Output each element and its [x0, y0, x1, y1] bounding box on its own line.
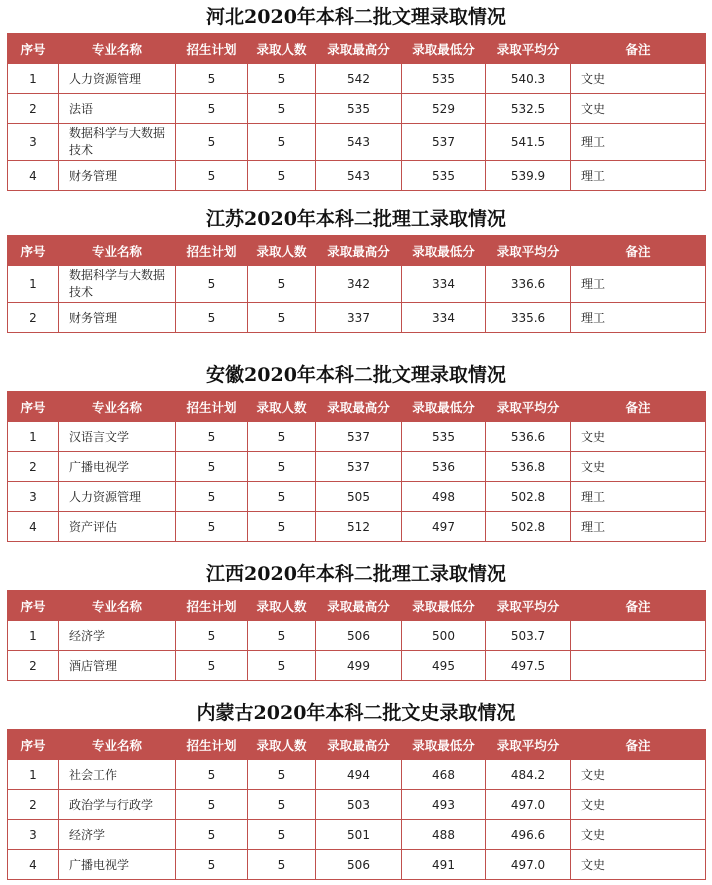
major-name-cell: 数据科学与大数据技术 — [59, 124, 176, 161]
enrollment-plan-cell: 5 — [176, 621, 248, 651]
note-cell: 文史 — [571, 790, 706, 820]
note-cell: 理工 — [571, 303, 706, 333]
max-score-cell: 342 — [316, 266, 402, 303]
max-score-cell: 505 — [316, 482, 402, 512]
admitted-count-cell: 5 — [248, 651, 316, 681]
row-number-cell: 2 — [8, 790, 59, 820]
column-header: 序号 — [8, 591, 59, 621]
max-score-cell: 542 — [316, 64, 402, 94]
max-score-cell: 535 — [316, 94, 402, 124]
admitted-count-cell: 5 — [248, 124, 316, 161]
min-score-cell: 493 — [402, 790, 486, 820]
column-header: 录取人数 — [248, 591, 316, 621]
admission-table — [7, 590, 706, 681]
table-header-row — [8, 392, 706, 422]
enrollment-plan-cell: 5 — [176, 651, 248, 681]
column-header: 专业名称 — [59, 236, 176, 266]
column-header: 备注 — [571, 34, 706, 64]
max-score-cell: 512 — [316, 512, 402, 542]
table-row — [8, 64, 706, 94]
column-header: 录取最低分 — [402, 392, 486, 422]
admission-table — [7, 729, 706, 880]
major-name-cell: 资产评估 — [59, 512, 176, 542]
table-row — [8, 760, 706, 790]
table-header-row — [8, 236, 706, 266]
note-cell: 理工 — [571, 266, 706, 303]
column-header: 招生计划 — [176, 392, 248, 422]
admitted-count-cell: 5 — [248, 760, 316, 790]
column-header: 录取最低分 — [402, 236, 486, 266]
max-score-cell: 543 — [316, 124, 402, 161]
column-header: 录取最低分 — [402, 34, 486, 64]
avg-score-cell: 539.9 — [486, 161, 571, 191]
row-number-cell: 1 — [8, 266, 59, 303]
column-header: 序号 — [8, 730, 59, 760]
max-score-cell: 337 — [316, 303, 402, 333]
min-score-cell: 500 — [402, 621, 486, 651]
enrollment-plan-cell: 5 — [176, 452, 248, 482]
min-score-cell: 537 — [402, 124, 486, 161]
column-header: 录取平均分 — [486, 34, 571, 64]
column-header: 序号 — [8, 392, 59, 422]
min-score-cell: 495 — [402, 651, 486, 681]
major-name-cell: 汉语言文学 — [59, 422, 176, 452]
enrollment-plan-cell: 5 — [176, 482, 248, 512]
row-number-cell: 2 — [8, 303, 59, 333]
enrollment-plan-cell: 5 — [176, 512, 248, 542]
section-title: 江西2020年本科二批理工录取情况 — [206, 563, 506, 585]
admission-table — [7, 235, 706, 333]
avg-score-cell: 540.3 — [486, 64, 571, 94]
note-cell: 文史 — [571, 820, 706, 850]
column-header: 序号 — [8, 34, 59, 64]
row-number-cell: 1 — [8, 621, 59, 651]
major-name-cell: 广播电视学 — [59, 850, 176, 880]
row-number-cell: 3 — [8, 820, 59, 850]
table-row — [8, 161, 706, 191]
table-row — [8, 452, 706, 482]
column-header: 录取人数 — [248, 730, 316, 760]
column-header: 专业名称 — [59, 591, 176, 621]
column-header: 招生计划 — [176, 236, 248, 266]
column-header: 录取平均分 — [486, 236, 571, 266]
admitted-count-cell: 5 — [248, 512, 316, 542]
row-number-cell: 2 — [8, 94, 59, 124]
row-number-cell: 1 — [8, 422, 59, 452]
table-row — [8, 512, 706, 542]
major-name-cell: 财务管理 — [59, 303, 176, 333]
column-header: 招生计划 — [176, 730, 248, 760]
avg-score-cell: 536.6 — [486, 422, 571, 452]
avg-score-cell: 536.8 — [486, 452, 571, 482]
table-row — [8, 820, 706, 850]
avg-score-cell: 541.5 — [486, 124, 571, 161]
min-score-cell: 468 — [402, 760, 486, 790]
section-title: 内蒙古2020年本科二批文史录取情况 — [196, 702, 516, 724]
max-score-cell: 506 — [316, 621, 402, 651]
admission-table — [7, 391, 706, 542]
note-cell: 理工 — [571, 512, 706, 542]
avg-score-cell: 502.8 — [486, 512, 571, 542]
row-number-cell: 4 — [8, 161, 59, 191]
max-score-cell: 537 — [316, 422, 402, 452]
table-row — [8, 94, 706, 124]
avg-score-cell: 496.6 — [486, 820, 571, 850]
enrollment-plan-cell: 5 — [176, 303, 248, 333]
section-title: 河北2020年本科二批文理录取情况 — [206, 6, 506, 28]
row-number-cell: 1 — [8, 760, 59, 790]
major-name-cell: 广播电视学 — [59, 452, 176, 482]
avg-score-cell: 497.5 — [486, 651, 571, 681]
admitted-count-cell: 5 — [248, 64, 316, 94]
note-cell: 理工 — [571, 124, 706, 161]
admitted-count-cell: 5 — [248, 161, 316, 191]
table-header-row — [8, 730, 706, 760]
major-name-cell: 经济学 — [59, 820, 176, 850]
max-score-cell: 543 — [316, 161, 402, 191]
enrollment-plan-cell: 5 — [176, 94, 248, 124]
column-header: 备注 — [571, 392, 706, 422]
avg-score-cell: 497.0 — [486, 790, 571, 820]
column-header: 专业名称 — [59, 34, 176, 64]
enrollment-plan-cell: 5 — [176, 161, 248, 191]
note-cell — [571, 651, 706, 681]
table-header-row — [8, 34, 706, 64]
enrollment-plan-cell: 5 — [176, 850, 248, 880]
admitted-count-cell: 5 — [248, 621, 316, 651]
min-score-cell: 334 — [402, 303, 486, 333]
row-number-cell: 2 — [8, 651, 59, 681]
enrollment-plan-cell: 5 — [176, 760, 248, 790]
admitted-count-cell: 5 — [248, 94, 316, 124]
avg-score-cell: 497.0 — [486, 850, 571, 880]
enrollment-plan-cell: 5 — [176, 64, 248, 94]
column-header: 录取最高分 — [316, 34, 402, 64]
column-header: 招生计划 — [176, 591, 248, 621]
admitted-count-cell: 5 — [248, 266, 316, 303]
admitted-count-cell: 5 — [248, 820, 316, 850]
column-header: 专业名称 — [59, 730, 176, 760]
table-row — [8, 850, 706, 880]
column-header: 录取最高分 — [316, 591, 402, 621]
column-header: 录取平均分 — [486, 591, 571, 621]
note-cell: 理工 — [571, 161, 706, 191]
row-number-cell: 1 — [8, 64, 59, 94]
major-name-cell: 人力资源管理 — [59, 64, 176, 94]
major-name-cell: 财务管理 — [59, 161, 176, 191]
admitted-count-cell: 5 — [248, 452, 316, 482]
note-cell: 文史 — [571, 452, 706, 482]
column-header: 录取最低分 — [402, 591, 486, 621]
max-score-cell: 499 — [316, 651, 402, 681]
max-score-cell: 537 — [316, 452, 402, 482]
enrollment-plan-cell: 5 — [176, 124, 248, 161]
max-score-cell: 501 — [316, 820, 402, 850]
column-header: 录取最高分 — [316, 730, 402, 760]
major-name-cell: 酒店管理 — [59, 651, 176, 681]
column-header: 录取人数 — [248, 34, 316, 64]
admitted-count-cell: 5 — [248, 850, 316, 880]
column-header: 录取平均分 — [486, 392, 571, 422]
table-row — [8, 621, 706, 651]
min-score-cell: 529 — [402, 94, 486, 124]
column-header: 备注 — [571, 236, 706, 266]
major-name-cell: 政治学与行政学 — [59, 790, 176, 820]
row-number-cell: 4 — [8, 850, 59, 880]
admitted-count-cell: 5 — [248, 482, 316, 512]
avg-score-cell: 503.7 — [486, 621, 571, 651]
table-row — [8, 790, 706, 820]
enrollment-plan-cell: 5 — [176, 790, 248, 820]
min-score-cell: 497 — [402, 512, 486, 542]
admitted-count-cell: 5 — [248, 790, 316, 820]
min-score-cell: 535 — [402, 422, 486, 452]
admitted-count-cell: 5 — [248, 422, 316, 452]
avg-score-cell: 484.2 — [486, 760, 571, 790]
major-name-cell: 数据科学与大数据技术 — [59, 266, 176, 303]
min-score-cell: 498 — [402, 482, 486, 512]
enrollment-plan-cell: 5 — [176, 820, 248, 850]
column-header: 招生计划 — [176, 34, 248, 64]
section-title: 江苏2020年本科二批理工录取情况 — [206, 208, 506, 230]
column-header: 备注 — [571, 591, 706, 621]
column-header: 录取最高分 — [316, 236, 402, 266]
section-title: 安徽2020年本科二批文理录取情况 — [206, 364, 506, 386]
avg-score-cell: 532.5 — [486, 94, 571, 124]
major-name-cell: 人力资源管理 — [59, 482, 176, 512]
enrollment-plan-cell: 5 — [176, 266, 248, 303]
column-header: 录取人数 — [248, 236, 316, 266]
row-number-cell: 2 — [8, 452, 59, 482]
min-score-cell: 535 — [402, 161, 486, 191]
column-header: 备注 — [571, 730, 706, 760]
min-score-cell: 488 — [402, 820, 486, 850]
note-cell — [571, 621, 706, 651]
note-cell: 文史 — [571, 94, 706, 124]
avg-score-cell: 336.6 — [486, 266, 571, 303]
note-cell: 文史 — [571, 850, 706, 880]
column-header: 专业名称 — [59, 392, 176, 422]
table-header-row — [8, 591, 706, 621]
note-cell: 文史 — [571, 760, 706, 790]
row-number-cell: 3 — [8, 482, 59, 512]
column-header: 序号 — [8, 236, 59, 266]
table-row — [8, 124, 706, 161]
major-name-cell: 经济学 — [59, 621, 176, 651]
row-number-cell: 3 — [8, 124, 59, 161]
table-row — [8, 422, 706, 452]
min-score-cell: 491 — [402, 850, 486, 880]
table-row — [8, 651, 706, 681]
max-score-cell: 494 — [316, 760, 402, 790]
table-row — [8, 303, 706, 333]
max-score-cell: 506 — [316, 850, 402, 880]
table-row — [8, 266, 706, 303]
column-header: 录取人数 — [248, 392, 316, 422]
avg-score-cell: 502.8 — [486, 482, 571, 512]
admission-table — [7, 33, 706, 191]
column-header: 录取平均分 — [486, 730, 571, 760]
enrollment-plan-cell: 5 — [176, 422, 248, 452]
max-score-cell: 503 — [316, 790, 402, 820]
min-score-cell: 535 — [402, 64, 486, 94]
min-score-cell: 334 — [402, 266, 486, 303]
table-row — [8, 482, 706, 512]
column-header: 录取最高分 — [316, 392, 402, 422]
note-cell: 文史 — [571, 64, 706, 94]
min-score-cell: 536 — [402, 452, 486, 482]
major-name-cell: 法语 — [59, 94, 176, 124]
note-cell: 文史 — [571, 422, 706, 452]
avg-score-cell: 335.6 — [486, 303, 571, 333]
note-cell: 理工 — [571, 482, 706, 512]
row-number-cell: 4 — [8, 512, 59, 542]
admitted-count-cell: 5 — [248, 303, 316, 333]
column-header: 录取最低分 — [402, 730, 486, 760]
major-name-cell: 社会工作 — [59, 760, 176, 790]
